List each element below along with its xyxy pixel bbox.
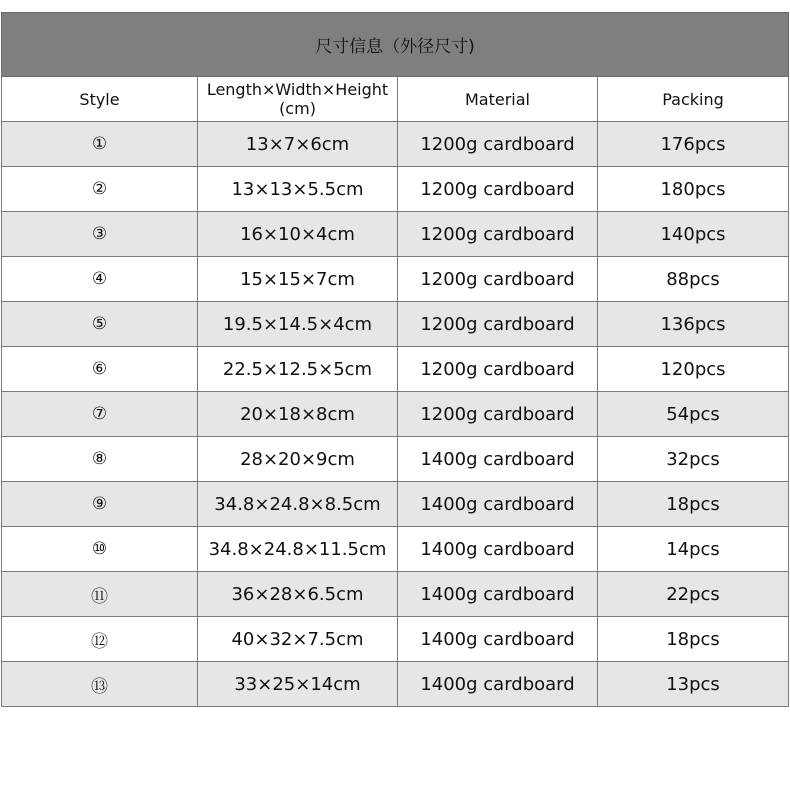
table-row [2, 212, 789, 257]
table-header-row [2, 77, 789, 122]
cell-packing: 88pcs [598, 257, 789, 302]
header-packing: Packing [598, 77, 789, 122]
cell-dimensions: 13×13×5.5cm [198, 167, 398, 212]
size-table-container [1, 12, 788, 707]
cell-style: ⑬ [2, 662, 198, 707]
header-material: Material [398, 77, 598, 122]
cell-style: ⑤ [2, 302, 198, 347]
cell-material: 1200g cardboard [398, 122, 598, 167]
table-row [2, 572, 789, 617]
table-row [2, 527, 789, 572]
cell-style: ④ [2, 257, 198, 302]
cell-material: 1200g cardboard [398, 212, 598, 257]
cell-material: 1400g cardboard [398, 572, 598, 617]
cell-packing: 54pcs [598, 392, 789, 437]
cell-packing: 176pcs [598, 122, 789, 167]
cell-material: 1200g cardboard [398, 257, 598, 302]
table-title: 尺寸信息（外径尺寸) [2, 13, 789, 77]
table-title-row [2, 13, 789, 77]
cell-packing: 18pcs [598, 482, 789, 527]
cell-packing: 140pcs [598, 212, 789, 257]
cell-style: ⑩ [2, 527, 198, 572]
cell-dimensions: 34.8×24.8×8.5cm [198, 482, 398, 527]
cell-material: 1200g cardboard [398, 302, 598, 347]
table-row [2, 482, 789, 527]
cell-packing: 120pcs [598, 347, 789, 392]
table-row [2, 617, 789, 662]
cell-dimensions: 13×7×6cm [198, 122, 398, 167]
cell-dimensions: 19.5×14.5×4cm [198, 302, 398, 347]
cell-packing: 22pcs [598, 572, 789, 617]
table-row [2, 347, 789, 392]
cell-dimensions: 20×18×8cm [198, 392, 398, 437]
cell-style: ⑧ [2, 437, 198, 482]
table-row [2, 167, 789, 212]
table-row [2, 302, 789, 347]
cell-dimensions: 36×28×6.5cm [198, 572, 398, 617]
cell-style: ③ [2, 212, 198, 257]
header-style: Style [2, 77, 198, 122]
table-body [2, 122, 789, 707]
cell-packing: 32pcs [598, 437, 789, 482]
cell-style: ⑪ [2, 572, 198, 617]
cell-packing: 18pcs [598, 617, 789, 662]
table-row [2, 257, 789, 302]
cell-dimensions: 15×15×7cm [198, 257, 398, 302]
table-row [2, 392, 789, 437]
cell-style: ⑦ [2, 392, 198, 437]
cell-style: ② [2, 167, 198, 212]
cell-material: 1200g cardboard [398, 347, 598, 392]
table-row [2, 122, 789, 167]
table-row [2, 662, 789, 707]
cell-packing: 180pcs [598, 167, 789, 212]
cell-material: 1400g cardboard [398, 437, 598, 482]
cell-dimensions: 40×32×7.5cm [198, 617, 398, 662]
size-table [1, 12, 789, 707]
cell-material: 1400g cardboard [398, 482, 598, 527]
cell-packing: 136pcs [598, 302, 789, 347]
cell-material: 1200g cardboard [398, 167, 598, 212]
cell-dimensions: 33×25×14cm [198, 662, 398, 707]
cell-style: ⑥ [2, 347, 198, 392]
cell-material: 1400g cardboard [398, 617, 598, 662]
cell-dimensions: 22.5×12.5×5cm [198, 347, 398, 392]
cell-packing: 13pcs [598, 662, 789, 707]
cell-dimensions: 34.8×24.8×11.5cm [198, 527, 398, 572]
cell-dimensions: 28×20×9cm [198, 437, 398, 482]
cell-dimensions: 16×10×4cm [198, 212, 398, 257]
cell-style: ① [2, 122, 198, 167]
table-row [2, 437, 789, 482]
cell-material: 1400g cardboard [398, 662, 598, 707]
cell-style: ⑨ [2, 482, 198, 527]
cell-packing: 14pcs [598, 527, 789, 572]
cell-material: 1400g cardboard [398, 527, 598, 572]
header-dimensions: Length×Width×Height (cm) [198, 77, 398, 122]
cell-material: 1200g cardboard [398, 392, 598, 437]
cell-style: ⑫ [2, 617, 198, 662]
